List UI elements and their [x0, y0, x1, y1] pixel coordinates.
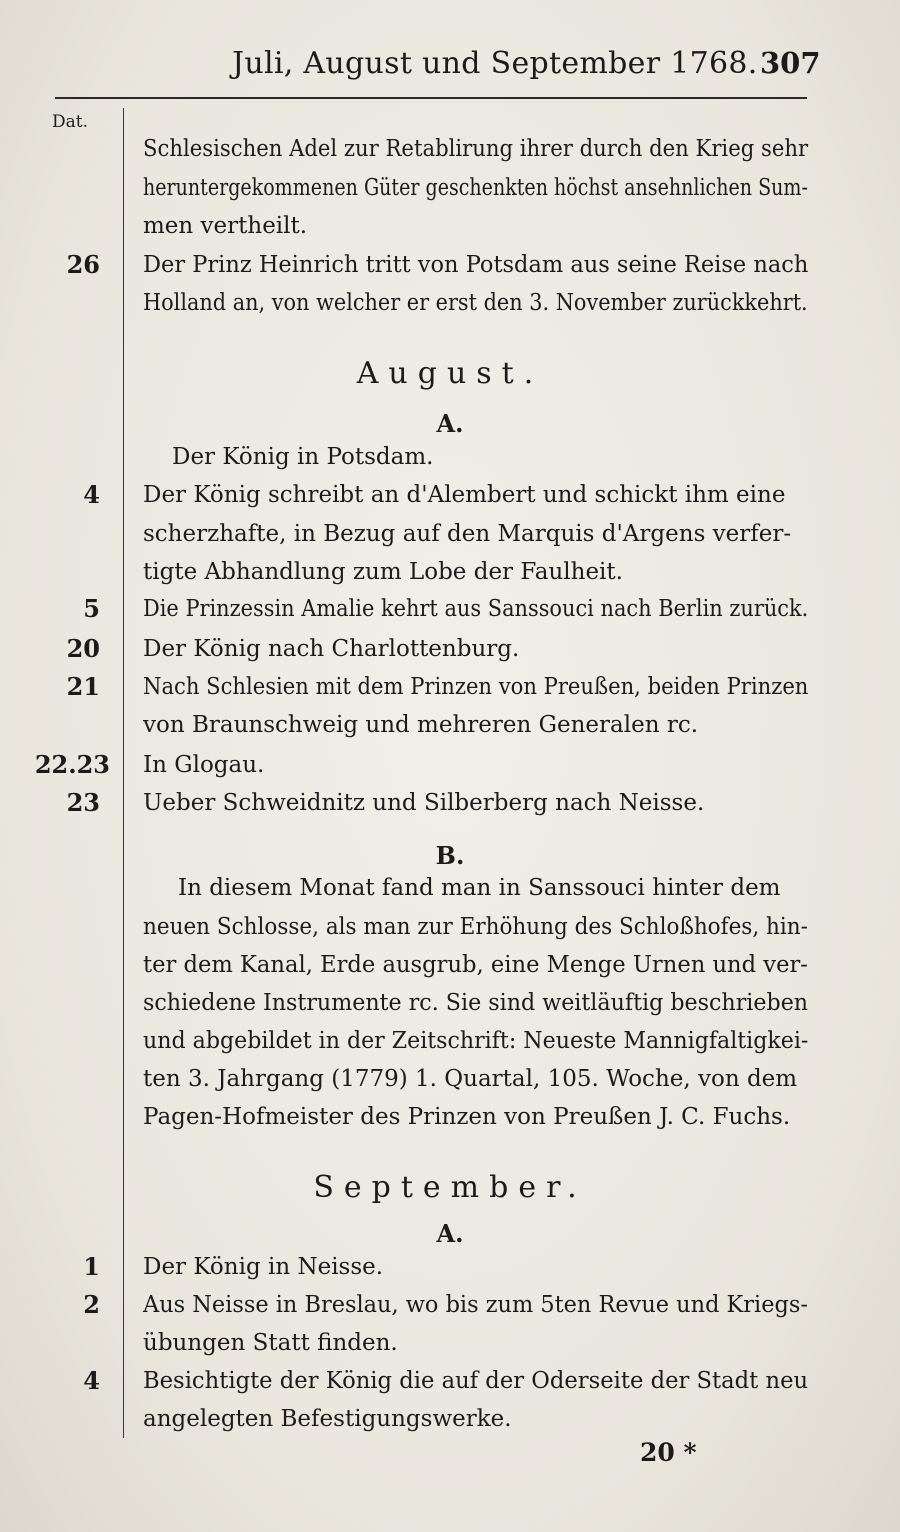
text-line: Der König in Neisse. — [143, 1254, 384, 1280]
section-heading-a: A. — [436, 1219, 464, 1248]
text-line: neuen Schlosse, als man zur Erhöhung des Schloßhofes, hin- — [143, 914, 808, 940]
entry-date: 22.23 — [34, 750, 110, 779]
text-line: übungen Statt finden. — [143, 1330, 398, 1356]
running-header — [0, 46, 900, 86]
text-line: Pagen-Hofmeister des Prinzen von Preußen J. C. Fuchs. — [143, 1104, 791, 1130]
text-line: von Braunschweig und mehreren Generalen rc. — [143, 712, 699, 738]
month-heading-august: August. — [356, 356, 544, 391]
text-line: Der König in Potsdam. — [172, 444, 434, 470]
text-line: Besichtigte der König die auf der Oderseite der Stadt neu — [143, 1368, 809, 1394]
entry-date: 26 — [66, 250, 100, 279]
text-line: Der König nach Charlottenburg. — [143, 636, 520, 662]
header-rule — [55, 97, 807, 99]
signature-mark: 20 * — [640, 1438, 697, 1467]
text-line: Nach Schlesien mit dem Prinzen von Preußen, beiden Prinzen — [143, 674, 809, 700]
text-line: Aus Neisse in Breslau, wo bis zum 5ten Revue und Kriegs- — [143, 1292, 808, 1318]
header-title: Juli, August und September 1768. — [232, 46, 758, 81]
entry-date: 20 — [66, 634, 100, 663]
page-number: 307 — [760, 46, 821, 80]
text-line: schiedene Instrumente rc. Sie sind weitläuftig beschrieben — [143, 990, 809, 1016]
month-heading-september: September. — [313, 1170, 587, 1205]
entry-date: 21 — [66, 672, 100, 701]
text-line: Holland an, von welcher er erst den 3. November zurückkehrt. — [143, 290, 808, 316]
text-line: ten 3. Jahrgang (1779) 1. Quartal, 105. Woche, von dem — [143, 1066, 798, 1092]
text-line: men vertheilt. — [143, 213, 308, 239]
text-line: Die Prinzessin Amalie kehrt aus Sanssouci nach Berlin zurück. — [143, 596, 809, 622]
text-line: scherzhafte, in Bezug auf den Marquis d'Argens verfer- — [143, 521, 792, 547]
text-line: In diesem Monat fand man in Sanssouci hinter dem — [178, 875, 781, 901]
text-line: Schlesischen Adel zur Retablirung ihrer durch den Krieg sehr — [143, 136, 809, 162]
text-line: ter dem Kanal, Erde ausgrub, eine Menge Urnen und ver- — [143, 952, 808, 978]
entry-date: 4 — [83, 480, 100, 509]
section-heading-b: B. — [435, 841, 465, 870]
text-line: angelegten Befestigungswerke. — [143, 1406, 512, 1432]
entry-date: 1 — [83, 1252, 100, 1281]
text-line: Der König schreibt an d'Alembert und schickt ihm eine — [143, 482, 786, 508]
section-heading-a: A. — [436, 409, 464, 438]
text-line: heruntergekommenen Güter geschenkten höchst ansehnlichen Sum- — [143, 175, 808, 201]
text-line: tigte Abhandlung zum Lobe der Faulheit. — [143, 559, 623, 585]
entry-date: 4 — [83, 1366, 100, 1395]
text-line: und abgebildet in der Zeitschrift: Neueste Mannigfaltigkei- — [143, 1028, 809, 1054]
date-column-label: Dat. — [52, 112, 89, 132]
entry-date: 23 — [66, 788, 100, 817]
text-line: In Glogau. — [143, 752, 265, 778]
entry-date: 5 — [83, 594, 100, 623]
entry-date: 2 — [83, 1290, 100, 1319]
text-line: Ueber Schweidnitz und Silberberg nach Neisse. — [143, 790, 705, 816]
text-line: Der Prinz Heinrich tritt von Potsdam aus seine Reise nach — [143, 252, 809, 278]
